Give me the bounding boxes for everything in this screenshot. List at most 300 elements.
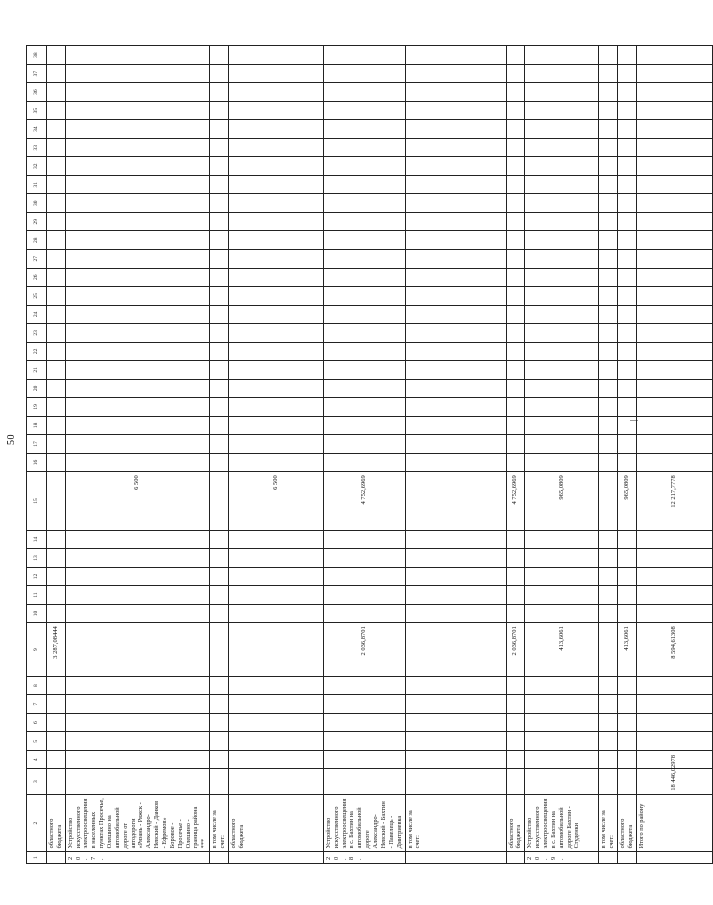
empty-cell [617, 212, 636, 231]
page-number: 50 [6, 434, 17, 445]
empty-cell [228, 713, 323, 732]
empty-cell [636, 175, 712, 194]
empty-cell [405, 324, 506, 343]
empty-cell [636, 453, 712, 472]
table-row [617, 46, 636, 864]
empty-cell [47, 268, 66, 287]
empty-cell [636, 398, 712, 417]
empty-cell [65, 750, 209, 769]
empty-cell [228, 64, 323, 83]
empty-cell [65, 732, 209, 751]
column-header: 22 [27, 342, 47, 361]
empty-cell [210, 732, 229, 751]
empty-cell [506, 120, 525, 139]
column-header: 10 [27, 604, 47, 623]
empty-cell [636, 64, 712, 83]
empty-cell [617, 138, 636, 157]
empty-cell [65, 305, 209, 324]
empty-cell [47, 567, 66, 586]
empty-cell [47, 713, 66, 732]
empty-cell [405, 268, 506, 287]
empty-cell [617, 101, 636, 120]
empty-cell [506, 549, 525, 568]
empty-cell [525, 101, 599, 120]
empty-cell [617, 750, 636, 769]
empty-cell [636, 342, 712, 361]
column-header: 32 [27, 157, 47, 176]
empty-cell [65, 324, 209, 343]
column-header: 37 [27, 64, 47, 83]
column-header: 18 [27, 416, 47, 435]
item-number-cell [599, 852, 618, 864]
empty-cell [65, 604, 209, 623]
empty-cell [636, 157, 712, 176]
total-amount-cell [599, 769, 618, 794]
empty-cell [525, 120, 599, 139]
amount-col9-cell: 2 036,8701 [506, 623, 525, 677]
empty-cell [65, 676, 209, 695]
empty-cell [228, 750, 323, 769]
item-number-cell: 20.9. [525, 852, 599, 864]
empty-cell [47, 398, 66, 417]
empty-cell [599, 416, 618, 435]
budget-table-frame [26, 46, 678, 864]
column-header: 14 [27, 530, 47, 549]
empty-cell [323, 713, 405, 732]
empty-cell [405, 416, 506, 435]
empty-cell [323, 305, 405, 324]
empty-cell [405, 120, 506, 139]
empty-cell [506, 586, 525, 605]
column-header: 26 [27, 268, 47, 287]
empty-cell [228, 120, 323, 139]
empty-cell [405, 212, 506, 231]
total-amount-cell [47, 769, 66, 794]
empty-cell [525, 64, 599, 83]
empty-cell [636, 361, 712, 380]
empty-cell [47, 157, 66, 176]
empty-cell [65, 379, 209, 398]
empty-cell [525, 194, 599, 213]
rotated-table-container [26, 46, 678, 864]
total-amount-cell [323, 769, 405, 794]
empty-cell [599, 676, 618, 695]
total-amount-cell [228, 769, 323, 794]
empty-cell [210, 695, 229, 714]
empty-cell [47, 64, 66, 83]
empty-cell [65, 435, 209, 454]
empty-cell [65, 586, 209, 605]
empty-cell [405, 101, 506, 120]
empty-cell [525, 453, 599, 472]
column-header: 13 [27, 549, 47, 568]
empty-cell [210, 46, 229, 65]
empty-cell [599, 530, 618, 549]
empty-cell [599, 453, 618, 472]
empty-cell [506, 732, 525, 751]
empty-cell [405, 287, 506, 306]
empty-cell [228, 46, 323, 65]
empty-cell [636, 231, 712, 250]
amount-col15-cell: 965,0809 [525, 472, 599, 530]
empty-cell [506, 750, 525, 769]
empty-cell [65, 361, 209, 380]
total-amount-cell [525, 769, 599, 794]
table-row [228, 46, 323, 864]
item-number-cell [405, 852, 506, 864]
empty-cell [617, 268, 636, 287]
amount-col15-cell: 965,0809 [617, 472, 636, 530]
amount-col15-cell: 4 752,6969 [506, 472, 525, 530]
empty-cell [228, 231, 323, 250]
empty-cell [228, 324, 323, 343]
column-header: 31 [27, 175, 47, 194]
empty-cell [506, 361, 525, 380]
table-row [210, 46, 229, 864]
empty-cell [636, 250, 712, 269]
empty-cell [525, 342, 599, 361]
empty-cell [506, 324, 525, 343]
column-header: 6 [27, 713, 47, 732]
empty-cell [525, 305, 599, 324]
empty-cell [405, 175, 506, 194]
empty-cell [65, 83, 209, 102]
column-header: 5 [27, 732, 47, 751]
total-amount-cell: 18 446,02978 [636, 769, 712, 794]
empty-cell [323, 530, 405, 549]
empty-cell [210, 268, 229, 287]
empty-cell [636, 435, 712, 454]
empty-cell [65, 231, 209, 250]
empty-cell [525, 732, 599, 751]
amount-col9-cell: 8 594,61308 [636, 623, 712, 677]
table-row [636, 46, 712, 864]
empty-cell [65, 157, 209, 176]
empty-cell [506, 194, 525, 213]
empty-cell [47, 231, 66, 250]
empty-cell [599, 361, 618, 380]
column-header: 27 [27, 250, 47, 269]
empty-cell [636, 101, 712, 120]
empty-cell [210, 586, 229, 605]
empty-cell [636, 604, 712, 623]
column-header: 38 [27, 46, 47, 65]
empty-cell [323, 268, 405, 287]
empty-cell [599, 64, 618, 83]
empty-cell [47, 101, 66, 120]
empty-cell [525, 530, 599, 549]
empty-cell [65, 212, 209, 231]
empty-cell [636, 194, 712, 213]
empty-cell [599, 324, 618, 343]
empty-cell [323, 695, 405, 714]
empty-cell [599, 342, 618, 361]
empty-cell [405, 713, 506, 732]
empty-cell [506, 416, 525, 435]
empty-cell [323, 750, 405, 769]
empty-cell [405, 361, 506, 380]
empty-cell [506, 138, 525, 157]
empty-cell [599, 567, 618, 586]
empty-cell [323, 157, 405, 176]
empty-cell [47, 120, 66, 139]
column-header: 25 [27, 287, 47, 306]
empty-cell [228, 398, 323, 417]
empty-cell [210, 305, 229, 324]
empty-cell [617, 46, 636, 65]
empty-cell [525, 567, 599, 586]
empty-cell [617, 324, 636, 343]
empty-cell [47, 212, 66, 231]
empty-cell [228, 83, 323, 102]
empty-cell [617, 453, 636, 472]
empty-cell [47, 586, 66, 605]
empty-cell [228, 342, 323, 361]
empty-cell [506, 676, 525, 695]
empty-cell [405, 194, 506, 213]
empty-cell [506, 379, 525, 398]
empty-cell [599, 175, 618, 194]
empty-cell [405, 46, 506, 65]
empty-cell [65, 138, 209, 157]
empty-cell [506, 567, 525, 586]
empty-cell [210, 453, 229, 472]
empty-cell [47, 416, 66, 435]
empty-cell [210, 676, 229, 695]
empty-cell [506, 231, 525, 250]
column-header: 2 [27, 794, 47, 852]
empty-cell [405, 750, 506, 769]
empty-cell [636, 416, 712, 435]
empty-cell [636, 138, 712, 157]
empty-cell [617, 194, 636, 213]
empty-cell [47, 305, 66, 324]
empty-cell [506, 713, 525, 732]
empty-cell [599, 194, 618, 213]
empty-cell [210, 64, 229, 83]
amount-col9-cell [599, 623, 618, 677]
column-header: 17 [27, 435, 47, 454]
amount-col9-cell: 413,6061 [525, 623, 599, 677]
empty-cell [323, 64, 405, 83]
empty-cell [525, 287, 599, 306]
empty-cell [599, 435, 618, 454]
empty-cell [617, 530, 636, 549]
empty-cell [210, 342, 229, 361]
empty-cell [525, 175, 599, 194]
empty-cell [617, 604, 636, 623]
empty-cell [210, 435, 229, 454]
empty-cell [65, 695, 209, 714]
empty-cell [65, 567, 209, 586]
empty-cell [636, 46, 712, 65]
empty-cell [636, 567, 712, 586]
empty-cell [599, 379, 618, 398]
amount-col9-cell [405, 623, 506, 677]
empty-cell [525, 324, 599, 343]
total-amount-cell [617, 769, 636, 794]
empty-cell [617, 695, 636, 714]
item-name-cell: областного бюджета [617, 794, 636, 852]
item-name-cell: Итого по району [636, 794, 712, 852]
empty-cell [617, 83, 636, 102]
total-amount-cell [405, 769, 506, 794]
empty-cell [228, 379, 323, 398]
empty-cell [47, 676, 66, 695]
empty-cell [525, 695, 599, 714]
empty-cell [405, 305, 506, 324]
empty-cell [323, 250, 405, 269]
item-number-cell [506, 852, 525, 864]
empty-cell [617, 157, 636, 176]
empty-cell [323, 194, 405, 213]
empty-cell [65, 120, 209, 139]
table-row [47, 46, 66, 864]
empty-cell [323, 46, 405, 65]
item-name-cell: Устройство искусственного электроосвещения в с. Бахтин на автомобильной дороге Александро-Невский - Бахтин - Павелець - Дмитриевка [323, 794, 405, 852]
column-header: 24 [27, 305, 47, 324]
empty-cell [617, 732, 636, 751]
empty-cell [228, 676, 323, 695]
empty-cell [210, 83, 229, 102]
empty-cell [617, 64, 636, 83]
column-header: 9 [27, 623, 47, 677]
empty-cell [506, 695, 525, 714]
column-header: 36 [27, 83, 47, 102]
column-header: 28 [27, 231, 47, 250]
empty-cell [323, 287, 405, 306]
item-number-cell [228, 852, 323, 864]
empty-cell [47, 750, 66, 769]
amount-col15-cell: 4 752,6969 [323, 472, 405, 530]
column-header: 15 [27, 472, 47, 530]
empty-cell [599, 157, 618, 176]
empty-cell [65, 416, 209, 435]
empty-cell [228, 416, 323, 435]
empty-cell [228, 361, 323, 380]
empty-cell [617, 435, 636, 454]
empty-cell [228, 732, 323, 751]
empty-cell [405, 83, 506, 102]
empty-cell [65, 549, 209, 568]
empty-cell [228, 138, 323, 157]
empty-cell [228, 194, 323, 213]
empty-cell [525, 361, 599, 380]
amount-col15-cell [47, 472, 66, 530]
empty-cell [525, 138, 599, 157]
empty-cell [65, 194, 209, 213]
empty-cell [617, 398, 636, 417]
empty-cell [617, 120, 636, 139]
empty-cell [65, 101, 209, 120]
empty-cell [65, 530, 209, 549]
empty-cell [506, 46, 525, 65]
empty-cell [506, 305, 525, 324]
empty-cell [506, 250, 525, 269]
empty-cell [525, 435, 599, 454]
item-name-cell: в том числе за счет: [405, 794, 506, 852]
item-name-cell: Устройство искусственного электроосвещения в населенных пунктах Просечье, Олешино на автомобильной дороге от автодороги «Рязань - Ряжск - Александро-Невский - Данков - Ефремов» Боровое - Просечье - Олешино - граница района *** [65, 794, 209, 852]
empty-cell [65, 175, 209, 194]
item-name-cell: в том числе за счет: [210, 794, 229, 852]
empty-cell [617, 586, 636, 605]
empty-cell [599, 268, 618, 287]
empty-cell [228, 305, 323, 324]
empty-cell [599, 101, 618, 120]
empty-cell [405, 342, 506, 361]
empty-cell [210, 138, 229, 157]
empty-cell [228, 567, 323, 586]
empty-cell [405, 64, 506, 83]
item-number-cell [47, 852, 66, 864]
empty-cell [323, 138, 405, 157]
column-header: 3 [27, 769, 47, 794]
empty-cell [47, 379, 66, 398]
empty-cell [599, 287, 618, 306]
empty-cell [65, 250, 209, 269]
empty-cell [617, 250, 636, 269]
empty-cell [323, 676, 405, 695]
empty-cell [65, 342, 209, 361]
empty-cell [636, 287, 712, 306]
empty-cell [636, 713, 712, 732]
empty-cell [617, 713, 636, 732]
empty-cell [617, 416, 636, 435]
empty-cell [228, 175, 323, 194]
column-header: 21 [27, 361, 47, 380]
empty-cell [506, 342, 525, 361]
empty-cell [525, 604, 599, 623]
empty-cell [47, 194, 66, 213]
empty-cell [636, 324, 712, 343]
empty-cell [65, 64, 209, 83]
empty-cell [599, 212, 618, 231]
empty-cell [228, 435, 323, 454]
empty-cell [47, 453, 66, 472]
amount-col9-cell: 3 287,08444 [47, 623, 66, 677]
empty-cell [506, 212, 525, 231]
empty-cell [599, 732, 618, 751]
amount-col9-cell: 2 036,8701 [323, 623, 405, 677]
empty-cell [323, 416, 405, 435]
empty-cell [323, 379, 405, 398]
empty-cell [599, 549, 618, 568]
empty-cell [228, 250, 323, 269]
empty-cell [599, 586, 618, 605]
empty-cell [405, 231, 506, 250]
empty-cell [47, 530, 66, 549]
header-row [27, 46, 47, 864]
item-number-cell [210, 852, 229, 864]
column-header: 34 [27, 120, 47, 139]
amount-col15-cell: 12 217,7778 [636, 472, 712, 530]
empty-cell [636, 530, 712, 549]
empty-cell [506, 435, 525, 454]
empty-cell [525, 549, 599, 568]
empty-cell [323, 586, 405, 605]
empty-cell [506, 287, 525, 306]
empty-cell [210, 324, 229, 343]
empty-cell [210, 175, 229, 194]
empty-cell [323, 120, 405, 139]
column-header: 35 [27, 101, 47, 120]
empty-cell [506, 83, 525, 102]
empty-cell [228, 530, 323, 549]
empty-cell [210, 287, 229, 306]
total-amount-cell [506, 769, 525, 794]
empty-cell [599, 120, 618, 139]
empty-cell [506, 604, 525, 623]
